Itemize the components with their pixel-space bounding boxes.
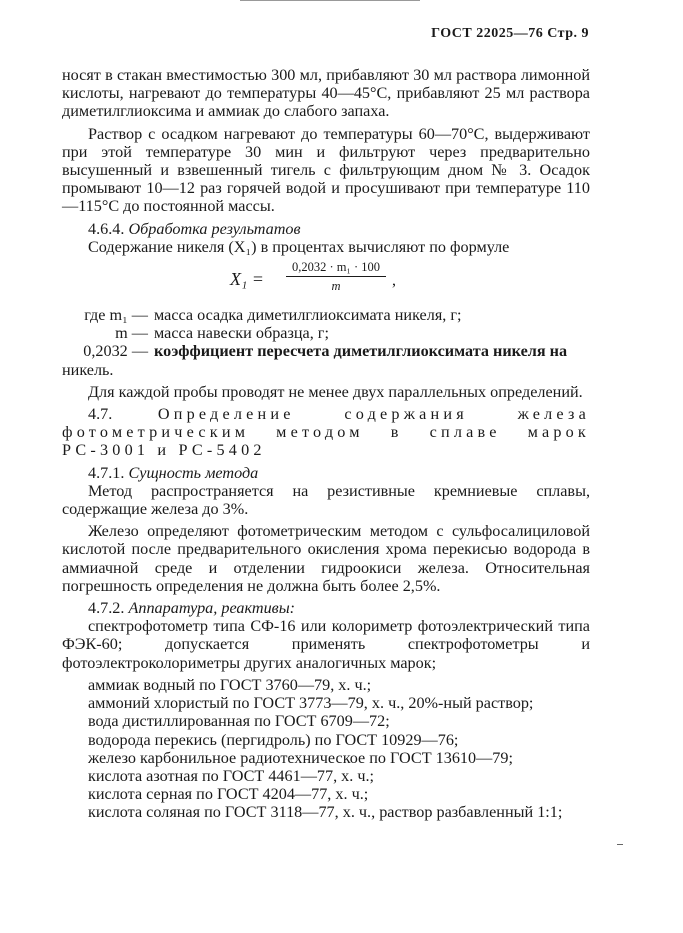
section-title: Определение содержания железа фотометрическим методом в сплаве марок РС-3001 и РС-5402 bbox=[62, 405, 590, 460]
definition-continuation: никель. bbox=[62, 360, 114, 379]
section-number: 4.7. bbox=[88, 405, 113, 424]
definition-symbol: где m₁ — bbox=[84, 306, 148, 325]
section-4-7-1 bbox=[62, 464, 590, 482]
section-title: Обработка результатов bbox=[128, 219, 301, 238]
paragraph-hydrochloric: кислота соляная по ГОСТ 3118—77, х. ч., раствор разбавленный 1:1; bbox=[88, 803, 563, 822]
section-number: 4.7.2. bbox=[88, 599, 125, 618]
paragraph-method: Железо определяют фотометрическим методом с сульфосалициловой кислотой после предварительного окисления хрома перекисью водорода в аммиачной среде и отделении гидроокиси железа. Относительная погрешность определения не должна быть более 2,5%. bbox=[62, 522, 590, 595]
paragraph-parallel: Для каждой пробы проводят не менее двух параллельных определений. bbox=[88, 382, 583, 401]
definition-row bbox=[62, 324, 590, 342]
list-item: аммоний хлористый по ГОСТ 3773—79, х. ч., 20%-ный раствор; bbox=[88, 694, 534, 713]
list-item: железо карбонильное радиотехническое по ГОСТ 13610—79; bbox=[88, 748, 513, 767]
page-header: ГОСТ 22025—76 Стр. 9 bbox=[431, 26, 589, 41]
definition-text: масса навески образца, г; bbox=[154, 324, 329, 343]
definition-row bbox=[62, 306, 590, 324]
formula-tail: , bbox=[392, 272, 396, 290]
paragraph-precipitate: Раствор с осадком нагревают до температуры 60—70°С, выдерживают при этой температуре 30 мин и фильтруют через предварительно высушенный и взвешенный тигель с фильтрующим дном № 3. Осадок промывают 10—12 раз горячей водой и просушивают при температуре 110—115°С до постоянной массы. bbox=[62, 124, 590, 216]
page-body bbox=[62, 66, 590, 826]
paragraph-dissolution: носят в стакан вместимостью 300 мл, прибавляют 30 мл раствора лимонной кислоты, нагревают до температуры 40—45°С, прибавляют 25 мл раствора диметилглиоксима и аммиак до слабого запаха. bbox=[62, 66, 590, 121]
formula-numerator: 0,2032 · m₁ · 100 bbox=[286, 260, 386, 277]
section-4-6-4 bbox=[62, 220, 590, 238]
section-number: 4.6.4. bbox=[88, 219, 125, 238]
nickel-formula bbox=[62, 260, 590, 300]
list-item: вода дистиллированная по ГОСТ 6709—72; bbox=[88, 712, 390, 731]
scan-mark bbox=[617, 844, 623, 845]
formula-definitions bbox=[62, 306, 590, 379]
paragraph-apparatus: спектрофотометр типа СФ-16 или колориметр фотоэлектрический типа ФЭК-60; допускается применять спектрофотометры и фотоэлектроколориметры других аналогичных марок; bbox=[62, 617, 590, 672]
scan-edge-line bbox=[240, 0, 420, 1]
section-4-7-2 bbox=[62, 599, 590, 617]
reagent-list bbox=[62, 676, 590, 803]
list-item: водорода перекись (пергидроль) по ГОСТ 10929—76; bbox=[88, 730, 459, 749]
list-item: кислота азотная по ГОСТ 4461—77, х. ч.; bbox=[88, 766, 375, 785]
section-4-7 bbox=[62, 405, 590, 460]
list-item: аммиак водный по ГОСТ 3760—79, х. ч.; bbox=[88, 675, 372, 694]
section-number: 4.7.1. bbox=[88, 463, 125, 482]
section-title: Сущность метода bbox=[128, 463, 259, 482]
definition-text: масса осадка диметилглиоксимата никеля, г; bbox=[154, 306, 462, 325]
formula-lhs: X₁ = bbox=[230, 269, 264, 290]
definition-row bbox=[62, 342, 590, 360]
paragraph-scope: Метод распространяется на резистивные кремниевые сплавы, содержащие железа до 3%. bbox=[62, 481, 590, 519]
list-item: кислота серная по ГОСТ 4204—77, х. ч.; bbox=[88, 785, 369, 804]
paragraph-nickel-content: Содержание никеля (X₁) в процентах вычисляют по формуле bbox=[88, 237, 510, 256]
definition-text: коэффициент пересчета диметилглиоксимата никеля на bbox=[154, 342, 568, 361]
section-title: Аппаратура, реактивы: bbox=[128, 599, 296, 618]
definition-symbol: m — bbox=[115, 324, 148, 343]
formula-fraction bbox=[286, 260, 386, 293]
definition-symbol: 0,2032 — bbox=[83, 342, 148, 361]
formula-denominator: m bbox=[331, 279, 341, 294]
